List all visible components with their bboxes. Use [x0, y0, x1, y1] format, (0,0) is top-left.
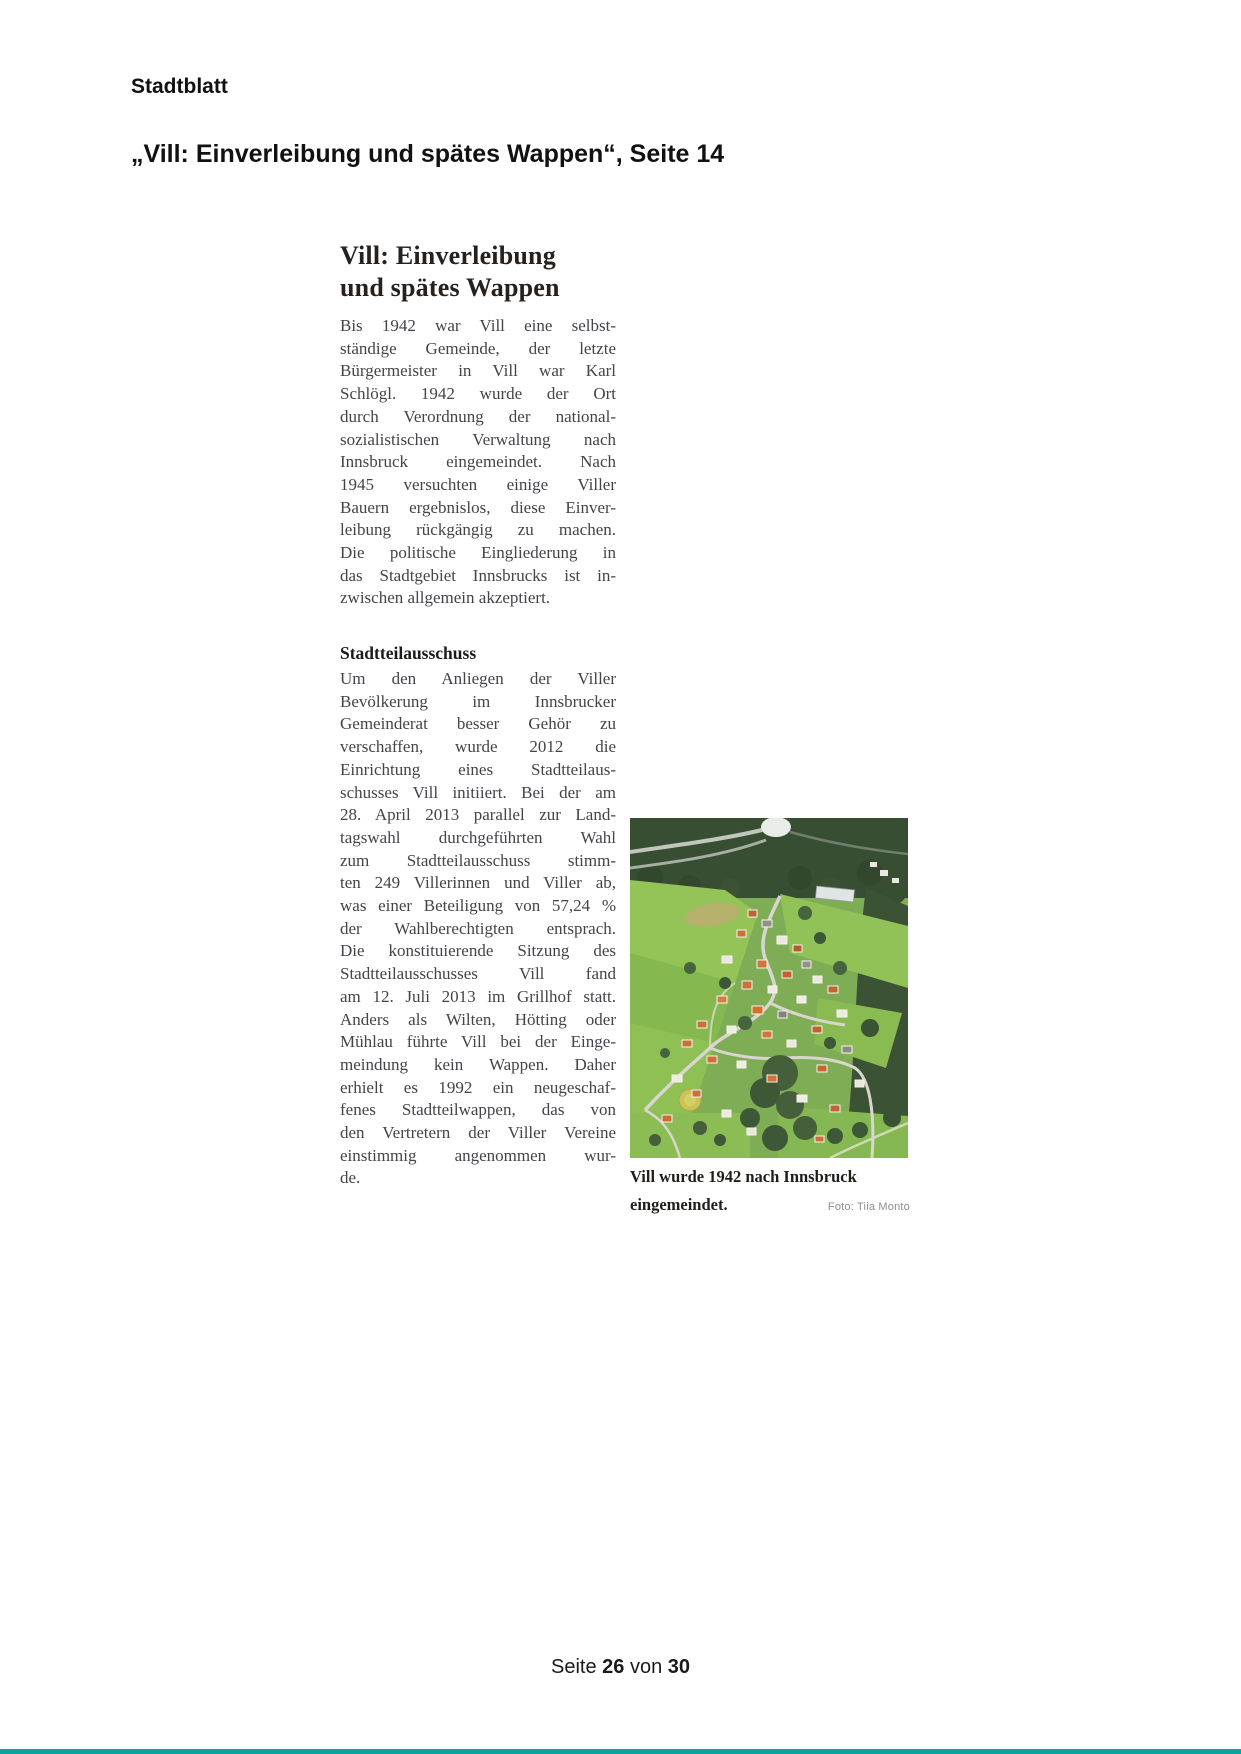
village-aerial-photo — [630, 818, 908, 1158]
text-line: Innsbruck eingemeindet. Nach — [340, 452, 616, 472]
text-line: der Wahlberechtigten entsprach. — [340, 918, 616, 938]
page-number-footer — [0, 1656, 1241, 1679]
document-heading: „Vill: Einverleibung und spätes Wappen“, Seite 14 — [131, 140, 725, 168]
text-line: und spätes Wappen — [340, 273, 560, 302]
text-line: das Stadtgebiet Innsbrucks ist in- — [340, 565, 616, 585]
text-line: 28. April 2013 parallel zur Land- — [340, 805, 616, 825]
text-line: 1945 versuchten einige Viller — [340, 474, 616, 494]
text-line: am 12. Juli 2013 im Grillhof statt. — [340, 986, 616, 1006]
text-line: Die konstituierende Sitzung des — [340, 941, 616, 961]
footer-total-pages: 30 — [667, 1656, 691, 1678]
article-body-paragraph — [340, 668, 616, 1190]
text-line: de. — [340, 1168, 361, 1188]
photo-caption — [630, 1163, 910, 1221]
text-line: erhielt es 1992 ein neugeschaf- — [340, 1077, 616, 1097]
text-line: sozialistischen Verwaltung nach — [340, 429, 616, 449]
masthead: Stadtblatt — [131, 75, 228, 98]
text-line: meindung kein Wappen. Daher — [340, 1054, 616, 1074]
photo-caption-line1: Vill wurde 1942 nach Innsbruck — [630, 1167, 857, 1186]
text-line: Die politische Eingliederung in — [340, 543, 616, 563]
text-line: Schlögl. 1942 wurde der Ort — [340, 384, 616, 404]
photo-caption-line2: eingemeindet. — [630, 1194, 728, 1214]
text-line: Vill: Einverleibung — [340, 241, 556, 270]
article-title — [340, 240, 630, 304]
text-line: fenes Stadtteilwappen, das von — [340, 1100, 616, 1120]
text-line: ten 249 Villerinnen und Viller ab, — [340, 873, 616, 893]
text-line: Bis 1942 war Vill eine selbst- — [340, 316, 616, 335]
text-line: Anders als Wilten, Hötting oder — [340, 1009, 616, 1029]
text-line: Gemeinderat besser Gehör zu — [340, 714, 616, 734]
text-line: verschaffen, wurde 2012 die — [340, 737, 616, 757]
text-line: Stadtteilausschusses Vill fand — [340, 964, 616, 984]
text-line: den Vertretern der Viller Vereine — [340, 1123, 616, 1143]
text-line: durch Verordnung der national- — [340, 406, 616, 426]
text-line: leibung rückgängig zu machen. — [340, 520, 616, 540]
text-line: zum Stadtteilausschuss stimm- — [340, 850, 616, 870]
text-line: ständige Gemeinde, der letzte — [340, 338, 616, 358]
text-line: Bauern ergebnislos, diese Einver- — [340, 497, 616, 517]
text-line: einstimmig angenommen wur- — [340, 1145, 616, 1165]
text-line: Um den Anliegen der Viller — [340, 669, 616, 688]
article-subheading: Stadtteilausschuss — [340, 643, 477, 663]
text-line: Mühlau führte Vill bei der Einge- — [340, 1032, 616, 1052]
text-line: Einrichtung eines Stadtteilaus- — [340, 759, 616, 779]
text-line: was einer Beteiligung von 57,24 % — [340, 896, 616, 916]
article-intro-paragraph — [340, 315, 616, 610]
bottom-edge-strip — [0, 1749, 1241, 1754]
text-line: Bevölkerung im Innsbrucker — [340, 691, 616, 711]
photo-credit: Foto: Tiia Monto — [827, 1200, 910, 1213]
text-line: Bürgermeister in Vill war Karl — [340, 361, 616, 381]
article-photo — [630, 818, 908, 1158]
text-line: tagswahl durchgeführten Wahl — [340, 827, 616, 847]
footer-label: Seite — [550, 1656, 597, 1678]
text-line: schusses Vill initiiert. Bei der am — [340, 782, 616, 802]
footer-of-label: von — [629, 1656, 663, 1678]
text-line: zwischen allgemein akzeptiert. — [340, 588, 551, 608]
footer-current-page: 26 — [602, 1656, 625, 1678]
